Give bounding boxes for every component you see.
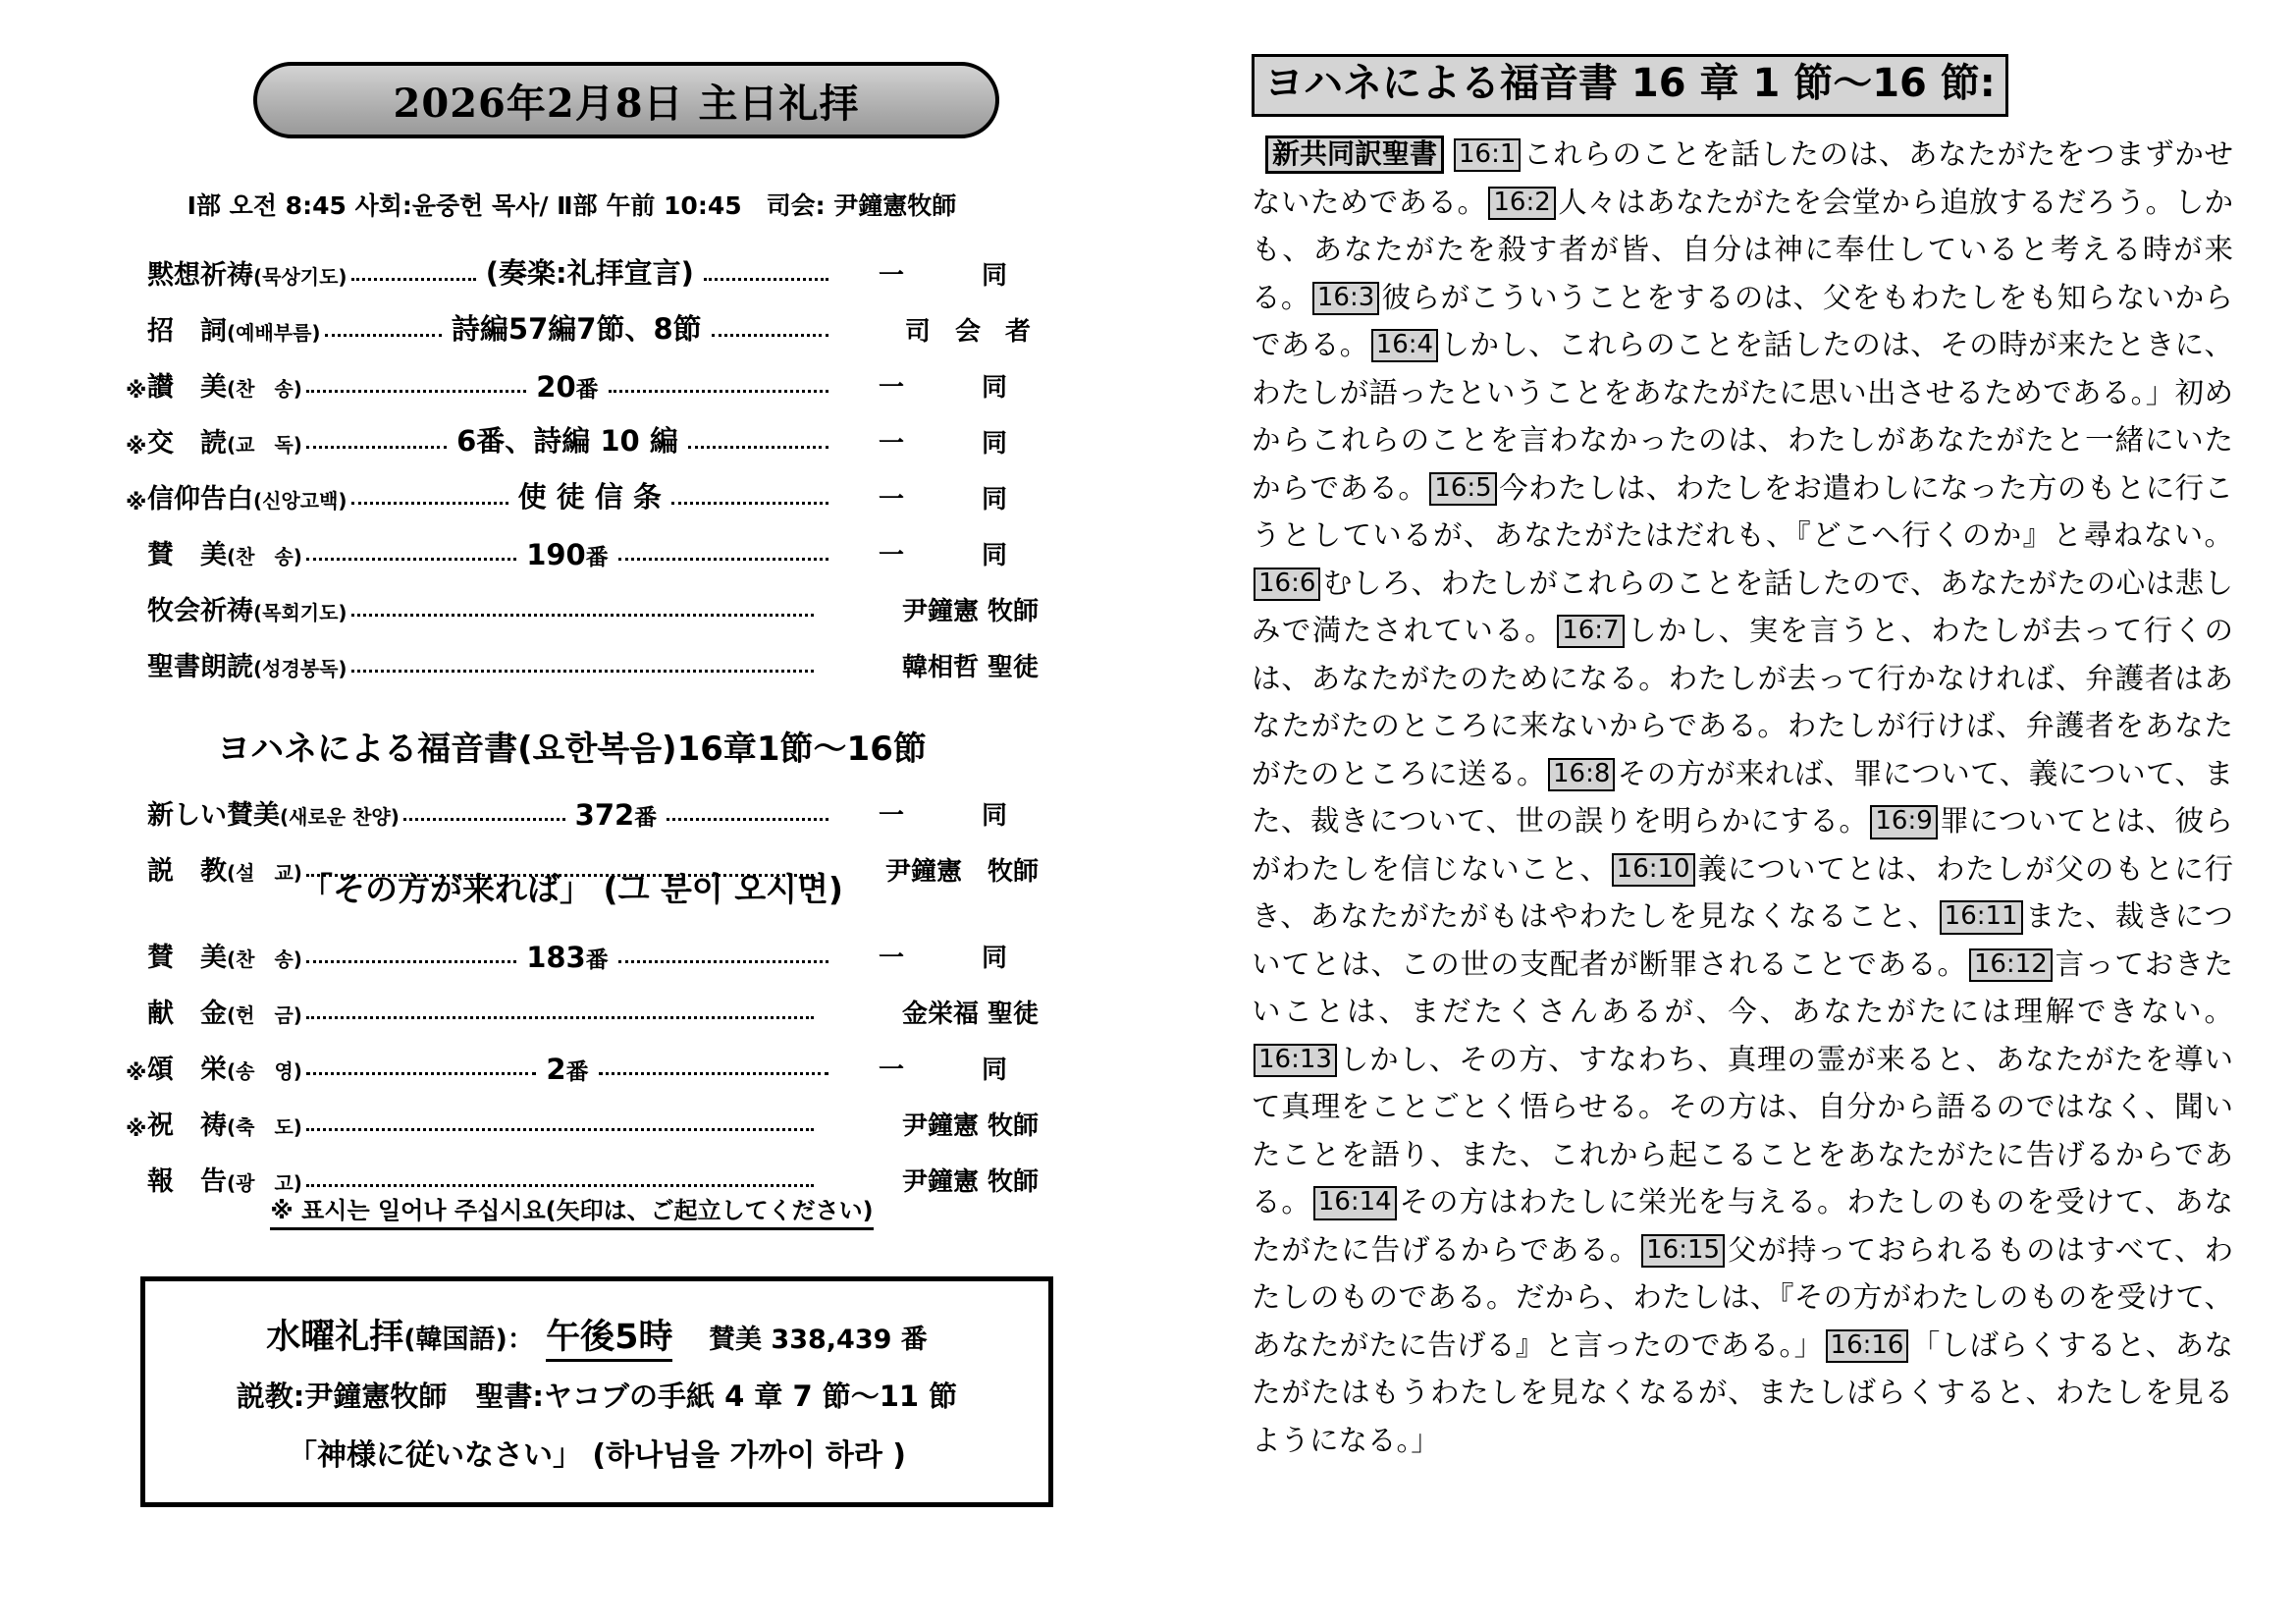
leader-dots — [712, 333, 828, 337]
program-item-title-ja: 賛 美 — [147, 540, 227, 570]
program-item-value-main: 6番、詩編 10 編 — [456, 424, 678, 458]
program-item-title-ja: 讃 美 — [147, 372, 227, 403]
banner-title: 2026年2月8日 主日礼拝 — [393, 80, 860, 127]
program-item-title-ja: 牧会祈祷 — [147, 596, 253, 626]
verse-number: 16:13 — [1254, 1044, 1337, 1077]
leader-dots — [688, 445, 828, 449]
verse-number: 16:5 — [1429, 472, 1496, 506]
program-item-value-main: (奏楽:礼拝宣言) — [485, 256, 694, 290]
program-item-title-ko: (새로운 찬양) — [280, 805, 400, 829]
program-item-title-ko: (성경봉독) — [253, 657, 347, 680]
program-item-leader: 尹鐘憲 牧師 — [901, 597, 1039, 626]
program-row — [126, 515, 1039, 571]
program-row — [126, 348, 1039, 404]
program-row — [126, 236, 1039, 292]
program-item-leader: 一 — [879, 261, 905, 291]
program-item-title-ko: (설 교) — [227, 861, 302, 885]
program-row — [126, 1142, 1039, 1198]
wednesday-time: 午後5時 — [546, 1318, 672, 1362]
program-item-value — [480, 251, 700, 292]
wednesday-label: 水曜礼拝 — [266, 1318, 404, 1357]
program-item-value — [530, 370, 604, 404]
program-item-leader: 尹鐘憲 牧師 — [901, 1111, 1039, 1141]
verse-text: 彼らがこういうことをするのは、父をもわたしをも知らないからである。 — [1252, 280, 2233, 362]
leader-dots — [403, 817, 565, 821]
program-row — [126, 571, 1039, 627]
verse-number: 16:16 — [1826, 1329, 1909, 1363]
verse-number: 16:3 — [1312, 282, 1379, 315]
program-item-title — [147, 533, 302, 571]
program-item-title — [147, 309, 321, 348]
program-item-leader: 金栄福 聖徒 — [901, 1000, 1039, 1029]
wednesday-line-3: 「神様に従いなさい」 (하나님을 가까이 하라 ) — [287, 1438, 907, 1473]
program-item-title — [147, 936, 302, 974]
verse-number: 16:7 — [1557, 615, 1624, 648]
program-row — [126, 918, 1039, 974]
verse-number: 16:12 — [1969, 948, 2053, 982]
program-item-leader-2: 同 — [981, 944, 1007, 973]
program-item-value-main: 2 — [546, 1053, 566, 1086]
verse-text: 人々はあなたがたを会堂から追放するだろう。しかも、あなたがたを殺す者が皆、自分は神に奉仕していると考える時が来る。 — [1252, 185, 2233, 314]
wednesday-service-box — [140, 1276, 1053, 1507]
verse-text: 言っておきたいことは、まだたくさんあるが、今、あなたがたには理解できない。 — [1252, 947, 2233, 1029]
program-item-title — [147, 992, 302, 1030]
program-item-title-ko: (예배부름) — [227, 321, 321, 345]
verse-number: 16:1 — [1454, 138, 1521, 172]
program-item-leader: 一 — [878, 429, 904, 459]
program-item-leader-2: 同 — [982, 485, 1008, 514]
leader-dots — [618, 959, 828, 963]
leader-dots — [325, 333, 442, 337]
program-item-title — [147, 421, 302, 460]
program-item-title-ko: (찬 송) — [227, 545, 302, 568]
wednesday-hymns: 賛美 338,439 番 — [709, 1325, 928, 1355]
verse-text: しかし、これらのことを話したのは、その時が来たときに、わたしが語ったということをあなたがたに思い出させるためである。」初めからこれらのことを言わなかったのは、わたしがあなたがたと一緒にいたからである。 — [1252, 328, 2233, 505]
standing-mark: ※ — [126, 1061, 147, 1086]
program-item-leader: 尹鐘憲 牧師 — [901, 1167, 1039, 1197]
scripture-text — [1252, 131, 2233, 1464]
program-item-title-ko: (찬 송) — [227, 947, 302, 971]
scripture-heading: ヨハネによる福音書 16 章 1 節～16 節: — [1252, 54, 2008, 117]
program-item-title-ja: 新しい賛美 — [147, 800, 280, 831]
leader-dots — [306, 389, 526, 393]
program-item-value — [446, 307, 708, 348]
program-item-title-ja: 信仰告白 — [147, 484, 253, 514]
program-item-title-ja: 黙想祈祷 — [147, 260, 253, 291]
program-item-leader: 一 — [878, 541, 904, 570]
program-item-leader-2: 同 — [982, 261, 1008, 291]
bible-version-badge: 新共同訳聖書 — [1265, 135, 1444, 174]
leader-dots — [306, 1071, 536, 1075]
program-item-title-ja: 献 金 — [147, 999, 227, 1029]
program-list-top — [126, 236, 1039, 683]
program-row — [126, 974, 1039, 1030]
verse-text: 罪についてとは、彼らがわたしを信じないこと、 — [1252, 804, 2233, 886]
program-item-title-ja: 賛 美 — [147, 943, 227, 973]
program-item-leader: 一 — [879, 485, 905, 514]
verse-text: その方が来れば、罪について、義について、また、裁きについて、世の誤りを明らかにする。 — [1252, 756, 2233, 839]
leader-dots — [704, 277, 828, 281]
program-item-value-unit: 番 — [634, 805, 658, 831]
sermon-scripture-reference: ヨハネによる福音書(요한복음)16章1節～16節 — [217, 730, 927, 769]
program-item-title — [147, 793, 400, 832]
standing-note — [0, 1191, 1144, 1225]
leader-dots — [306, 959, 516, 963]
leader-dots — [351, 669, 814, 673]
standing-mark: ※ — [126, 491, 147, 515]
program-item-title-ko: (헌 금) — [227, 1003, 302, 1027]
program-item-title — [147, 1104, 302, 1142]
service-times-line: Ⅰ部 오전 8:45 사회:윤중헌 목사/ Ⅱ部 午前 10:45 司会: 尹鐘憲牧師 — [187, 191, 957, 220]
program-item-title-ko: (신앙고백) — [253, 489, 347, 513]
program-item-title-ko: (송 영) — [227, 1059, 302, 1083]
program-item-title-ja: 報 告 — [147, 1166, 227, 1197]
program-item-leader-2: 同 — [981, 541, 1007, 570]
program-item-title-ko: (묵상기도) — [253, 265, 347, 289]
program-item-leader: 尹鐘憲 牧師 — [884, 857, 1039, 887]
program-item-value — [540, 1053, 594, 1086]
verse-number: 16:6 — [1254, 568, 1320, 601]
wednesday-language: (韓国語)： — [403, 1325, 534, 1355]
wednesday-line-1 — [266, 1310, 928, 1359]
standing-mark: ※ — [126, 435, 147, 460]
wednesday-line-2: 説教:尹鐘憲牧師 聖書:ヤコブの手紙 4 章 7 節～11 節 — [236, 1380, 958, 1413]
program-item-title-ko: (교 독) — [227, 433, 302, 457]
program-item-value — [520, 538, 614, 571]
verse-text: しかし、実を言うと、わたしが去って行くのは、あなたがたのためになる。わたしが去って行かなければ、弁護者はあなたがたのところに来ないからである。わたしが行けば、弁護者をあなたがたのところに送る。 — [1252, 614, 2233, 790]
program-list-bottom — [126, 918, 1039, 1198]
program-row — [126, 1030, 1039, 1086]
program-item-leader: 韓相哲 聖徒 — [901, 653, 1039, 682]
leader-dots — [306, 1127, 814, 1131]
standing-note-text: ※ 표시는 일어나 주십시요(矢印は、ご起立してください) — [270, 1197, 873, 1230]
leader-dots — [609, 389, 828, 393]
verse-text: しかし、その方、すなわち、真理の霊が来ると、あなたがたを導いて真理をことごとく悟らせる。その方は、自分から語るのではなく、聞いたことを語り、また、これから起こることをあなたがたに告げるからである。 — [1252, 1042, 2233, 1219]
program-item-title — [147, 1048, 302, 1086]
program-row — [126, 627, 1039, 683]
program-item-leader: 一 — [878, 944, 904, 973]
verse-number: 16:2 — [1488, 187, 1555, 220]
program-item-value — [451, 419, 684, 460]
program-item-title-ko: (광 고) — [227, 1171, 302, 1195]
program-item-value — [520, 941, 614, 974]
verse-number: 16:15 — [1641, 1234, 1725, 1268]
program-item-value-unit: 番 — [565, 1059, 589, 1085]
standing-mark: ※ — [126, 379, 147, 404]
leader-dots — [618, 557, 828, 561]
leader-dots — [351, 613, 814, 617]
leader-dots — [306, 557, 516, 561]
program-item-leader: 一 — [878, 373, 904, 403]
service-banner — [253, 62, 999, 138]
program-item-title-ko: (찬 송) — [227, 377, 302, 401]
program-item-value-unit: 番 — [585, 947, 609, 973]
verse-text: 父が持っておられるものはすべて、わたしのものである。だから、わたしは、『その方がわたしのものを受けて、あなたがたに告げる』と言ったのである。」 — [1252, 1232, 2233, 1362]
verse-text: 義についてとは、わたしが父のもとに行き、あなたがたがもはやわたしを見なくなること、 — [1252, 851, 2233, 934]
sermon-title: 「その方が来れば」 (그 분이 오시면) — [300, 870, 843, 908]
program-item-value-main: 20 — [536, 370, 576, 404]
verse-text: むしろ、わたしがこれらのことを話したので、あなたがたの心は悲しみで満たされている。 — [1252, 566, 2233, 648]
program-item-title-ko: (축 도) — [227, 1115, 302, 1139]
verse-number: 16:8 — [1548, 758, 1615, 791]
program-item-title-ja: 頌 栄 — [147, 1055, 227, 1085]
program-item-value-unit: 番 — [585, 545, 609, 570]
program-item-title-ja: 祝 祷 — [147, 1110, 227, 1141]
program-row — [126, 1086, 1039, 1142]
verse-text: また、裁きについてとは、この世の支配者が断罪されることである。 — [1252, 899, 2233, 981]
verse-text: これらのことを話したのは、あなたがたをつまずかせないためである。 — [1252, 137, 2233, 219]
right-column — [1252, 54, 2233, 1464]
left-column — [0, 0, 1144, 1624]
program-item-leader-2: 同 — [981, 373, 1007, 403]
leader-dots — [599, 1071, 828, 1075]
program-item-title — [147, 477, 347, 515]
leader-dots — [351, 501, 508, 505]
banner-pill — [253, 62, 999, 138]
leader-dots — [306, 1015, 814, 1019]
program-item-value-main: 372 — [574, 798, 635, 832]
verse-text: その方はわたしに栄光を与える。わたしのものを受けて、あなたがたに告げるからである。 — [1252, 1185, 2233, 1267]
program-item-title — [147, 253, 347, 292]
verse-number: 16:4 — [1371, 329, 1438, 362]
program-item-title — [147, 365, 302, 404]
program-item-title — [147, 589, 347, 627]
verse-number: 16:10 — [1612, 853, 1695, 887]
leader-dots — [306, 445, 447, 449]
program-item-title-ja: 聖書朗読 — [147, 652, 253, 682]
program-item-value-main: 詩編57編7節、8節 — [451, 312, 702, 346]
program-item-value-main: 183 — [526, 941, 586, 974]
program-row — [126, 404, 1039, 460]
program-item-title-ja: 説 教 — [147, 856, 227, 887]
program-item-title-ko: (목회기도) — [253, 601, 347, 624]
program-item-leader: 一 — [878, 801, 904, 831]
verse-number: 16:14 — [1313, 1186, 1397, 1219]
verse-text: 今わたしは、わたしをお遣わしになった方のもとに行こうとしているが、あなたがたはだれも、『どこへ行くのか』と尋ねない。 — [1252, 470, 2233, 553]
program-item-value — [512, 475, 667, 515]
program-item-leader: 一 — [879, 1056, 905, 1085]
program-item-value-main: 使 徒 信 条 — [517, 480, 662, 514]
leader-dots — [667, 817, 828, 821]
program-item-value-unit: 番 — [575, 377, 599, 403]
program-item-title-ja: 招 詞 — [147, 316, 227, 347]
verse-text: 「しばらくすると、あなたがたはもうわたしを見なくなるが、またしばらくすると、わたしを見るようになる。」 — [1252, 1327, 2233, 1457]
standing-mark: ※ — [126, 1117, 147, 1142]
program-row — [126, 776, 1039, 832]
program-item-leader: 司 会 者 — [904, 317, 1039, 347]
program-item-leader-2: 同 — [981, 429, 1007, 459]
leader-dots — [306, 1183, 814, 1187]
program-item-value — [569, 798, 664, 832]
program-item-title-ja: 交 読 — [147, 428, 227, 459]
leader-dots — [351, 277, 476, 281]
program-row — [126, 460, 1039, 515]
program-item-title — [147, 645, 347, 683]
program-row — [126, 292, 1039, 348]
program-item-leader-2: 同 — [982, 1056, 1008, 1085]
verse-number: 16:9 — [1870, 805, 1937, 839]
leader-dots — [671, 501, 828, 505]
program-item-leader-2: 同 — [981, 801, 1007, 831]
verse-number: 16:11 — [1940, 900, 2023, 934]
program-item-value-main: 190 — [526, 538, 586, 571]
